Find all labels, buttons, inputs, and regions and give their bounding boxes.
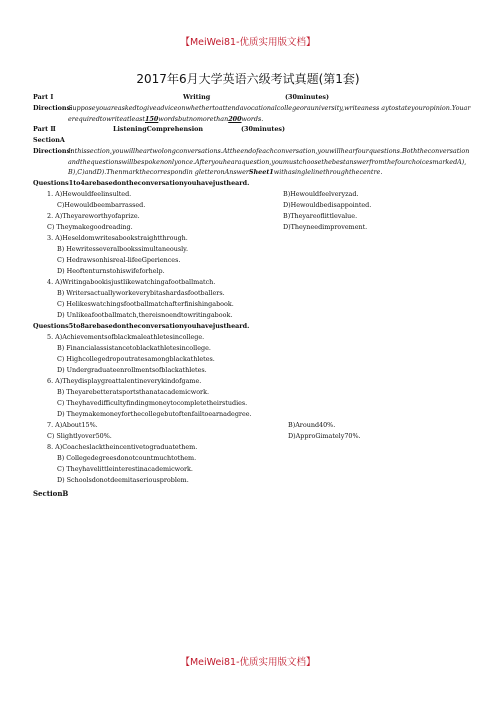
option-3b: B) Hewritesseveralbookssimultaneously. [57,244,188,253]
directions-listening [33,146,473,178]
option-6b: B) Theyarebetteratsportsthanatacademicwork. [57,387,210,396]
directions-writing-text [33,103,473,124]
directions-label: Directions: [33,104,73,112]
option-7b: B)Around40%. [288,420,336,429]
document-body [33,92,473,499]
max-words: 200 [228,114,242,123]
option-1d: D)Hewouldbedisappointed. [283,200,372,209]
option-7d: D)ApproGimately70%. [288,431,361,440]
option-6c: C) Theyhavedifficultyfindingmoneytocompletetheirstudies. [57,398,248,407]
option-8c: C) Theyhavelittleinterestinacademicwork. [57,464,193,473]
option-4a: 4. A)Writingabookisjustlikewatchingafootballmatch. [47,277,216,286]
part-2-time: (30minutes) [241,125,286,133]
part-2-label: Part Ⅱ [33,125,56,133]
option-4b: B) Writersactuallyworkeverybitashardasfootballers. [57,288,225,297]
question-group-2: Questions5to8arebasedontheconversationyouhavejustheard. [33,321,250,330]
option-2c: C) Theymakegoodreading. [47,222,133,231]
directions-listening-text [33,146,473,178]
part-2-name: ListeningComprehension [113,125,204,133]
option-2b: B)Theyareoflittlevalue. [283,211,358,220]
option-4c: C) Helikeswatchingsfootballmatchafterfinishingabook. [57,299,234,308]
question-7-row-1 [33,420,473,431]
question-2-row-1 [33,211,473,222]
page-title: 2017年6月大学英语六级考试真题(第1套) [136,72,360,86]
directions-writing-text-b: wordsbutnomorethan [158,114,229,123]
option-3a: 3. A)Heseldomwritesabookstraightthrough. [47,233,188,242]
question-1-row-1 [33,189,473,200]
question-group-1: Questions1to4arebasedontheconversationyouhavejustheard. [33,178,250,187]
directions-listening-text-a: Inthissection,youwillheartwolongconversations.Attheendofeachconversation,youwillhearfourquestions.Boththeconversationandthequestionswillbespokenonlyonce.Afteryouhearaquestion,youmustchoosethebestanswerfromthefourchoicesmarkedA),B),C)andD).Thenmarkthecorrespondin gletteronAnswer [68,147,470,176]
option-5d: D) Undergraduateenrollmentsofblackathletes. [57,365,207,374]
footer-banner: 【MeiWei81-优质实用版文档】 [180,657,316,668]
option-7c: C) Slightlyover50%. [47,431,112,440]
option-1a: 1. A)Hewouldfeelinsulted. [47,189,132,198]
part-2-heading [33,124,473,135]
option-1b: B)Hewouldfeelveryzad. [283,189,359,198]
header-banner: 【MeiWei81-优质实用版文档】 [180,37,316,48]
answer-sheet-name: Sheet1 [248,168,274,176]
option-8d: D) Schoolsdonotdeemitaseriousproblem. [57,475,189,484]
option-3c: C) Hedrawsonhisreal-lifeeGperiences. [57,255,181,264]
part-1-heading [33,92,473,103]
directions-listening-text-b: withasinglelinethroughthecentre. [273,168,383,176]
directions-writing-text-c: words. [241,114,264,123]
option-8a: 8. A)Coacheslacktheincentivetograduatethem. [47,442,198,451]
option-6a: 6. A)Theydisplaygreattalentineverykindofgame. [47,376,202,385]
directions-label: Directions: [33,147,73,155]
question-1-row-2 [33,200,473,211]
option-4d: D) Unlikeafootballmatch,thereisnoendtowritingabook. [57,310,233,319]
section-b-heading: SectionB [33,488,69,498]
directions-writing-text-a: Supposeyouareaskedtogiveadviceonwhethertoattendavocationalcollegeorauniversity,writeaness aytostateyouropinion.Youarerequiredtowriteatleast [68,104,471,123]
part-1-name: Writing [183,93,211,101]
part-1-time: (30minutes) [285,93,330,101]
option-5c: C) Highcollegedropoutratesamongblackathletes. [57,354,215,363]
option-1c: C)Hewouldbeembarrassed. [57,200,146,209]
option-6d: D) Theymakemoneyforthecollegebutoftenfailtoearnadegree. [57,409,252,418]
option-5a: 5. A)Achievementsofblackmaleathletesincollege. [47,332,205,341]
option-5b: B) Financialassistancetoblackathletesincollege. [57,343,211,352]
question-7-row-2 [33,431,473,442]
option-2a: 2. A)Theyareworthyofaprize. [47,211,140,220]
option-2d: D)Theyneedimprovement. [283,222,368,231]
option-3d: D) Heoftenturnstohiswifeforhelp. [57,266,165,275]
option-7a: 7. A)About15%. [47,420,98,429]
directions-writing [33,103,473,124]
section-a-heading: SectionA [33,136,65,144]
option-8b: B) Collegedegreesdonotcountmuchtothem. [57,453,197,462]
question-2-row-2 [33,222,473,233]
part-1-label: Part Ⅰ [33,93,54,101]
min-words: 150 [145,114,159,123]
